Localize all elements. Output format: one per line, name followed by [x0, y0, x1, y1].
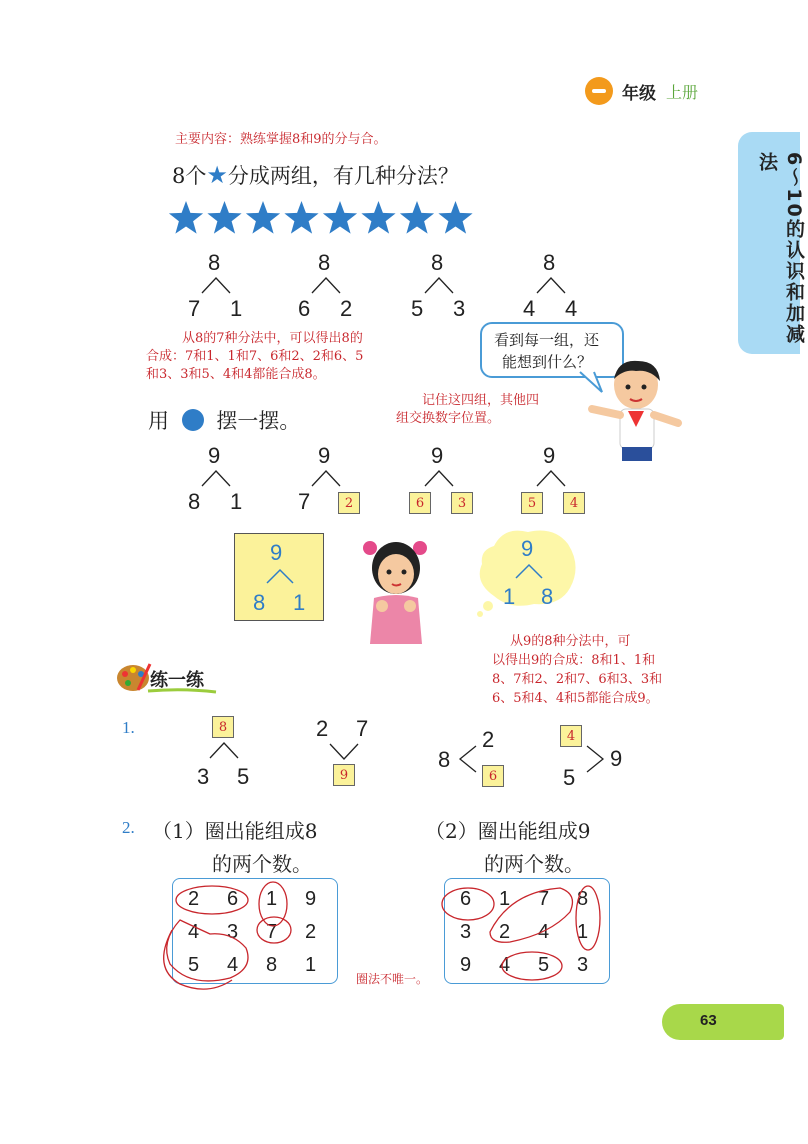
note-8-line: 和3、3和5、4和4都能合成8。 — [146, 367, 326, 382]
boy-illustration — [588, 355, 688, 463]
grid-number[interactable]: 1 — [577, 921, 589, 943]
grid-number[interactable]: 9 — [460, 954, 472, 976]
note-circle: 圈法不唯一。 — [356, 972, 429, 986]
split-total: 8 — [431, 250, 444, 275]
split-part: 6 — [298, 296, 311, 321]
grid-number[interactable]: 6 — [227, 888, 239, 910]
q1-a-right: 5 — [237, 764, 250, 789]
instruction-9 — [148, 405, 300, 435]
note-main: 主要内容：熟练掌握8和9的分与合。 — [175, 132, 387, 147]
answer-box[interactable]: 4 — [563, 492, 585, 514]
split-lines — [310, 276, 342, 294]
grid-number[interactable]: 2 — [188, 888, 200, 910]
answer-box[interactable]: 6 — [482, 765, 504, 787]
q2b-label: （2）圈出能组成9 — [425, 819, 591, 843]
split-part: 3 — [453, 296, 466, 321]
thought-9-right: 8 — [541, 584, 554, 609]
note-8-line: 从8的7种分法中，可以得出8的 — [182, 331, 363, 346]
question-8-prefix: 8个 — [172, 164, 207, 188]
note-9-line: 以得出9的合成：8和1、1和 — [492, 653, 656, 668]
q1-a-left: 3 — [197, 764, 210, 789]
split-lines — [265, 568, 295, 584]
star-icon — [246, 201, 280, 234]
grade-badge — [585, 77, 613, 105]
thought-9-top: 9 — [521, 536, 534, 561]
card-9 — [234, 533, 324, 621]
grid-number[interactable]: 5 — [188, 954, 200, 976]
grid-number[interactable]: 4 — [499, 954, 511, 976]
grid-number[interactable]: 8 — [266, 954, 278, 976]
note-8 — [146, 330, 363, 384]
palette-icon — [116, 660, 152, 694]
note-9-line: 8、7和2、2和7、6和3、3和 — [492, 672, 663, 687]
split-total: 9 — [318, 443, 331, 468]
answer-box[interactable]: 6 — [409, 492, 431, 514]
grid-number[interactable]: 1 — [266, 888, 278, 910]
q1-b-left: 2 — [316, 716, 329, 741]
split-part: 7 — [188, 296, 201, 321]
grid-number[interactable]: 7 — [538, 888, 550, 910]
volume-label: 上册 — [666, 83, 699, 102]
q1-label: 1. — [122, 718, 135, 737]
split-total: 9 — [431, 443, 444, 468]
star-icon: ★ — [206, 161, 228, 189]
grid-number[interactable]: 5 — [538, 954, 550, 976]
split-lines — [514, 563, 544, 579]
split-lines — [310, 469, 342, 487]
split-part: 2 — [340, 296, 353, 321]
answer-box[interactable]: 5 — [521, 492, 543, 514]
split-part: 4 — [565, 296, 578, 321]
answer-box[interactable]: 8 — [212, 716, 234, 738]
star-icon — [169, 201, 203, 234]
grid-number[interactable]: 2 — [305, 921, 317, 943]
grid-number[interactable]: 2 — [499, 921, 511, 943]
grid-number[interactable]: 7 — [266, 921, 278, 943]
card-9-right: 1 — [293, 590, 306, 615]
answer-box[interactable]: 4 — [560, 725, 582, 747]
q1-b-right: 7 — [356, 716, 369, 741]
note-9-line: 从9的8种分法中，可 — [510, 634, 631, 649]
practice-underline — [148, 688, 218, 694]
split-total: 8 — [543, 250, 556, 275]
page-number: 63 — [700, 1012, 717, 1029]
grid-number[interactable]: 4 — [188, 921, 200, 943]
q1-d-total: 9 — [610, 746, 623, 771]
star-icon — [361, 201, 395, 234]
note-8-line: 合成：7和1、1和7、6和2、2和6、5 — [146, 349, 364, 364]
split-part: 8 — [188, 489, 201, 514]
split-total: 8 — [208, 250, 221, 275]
chapter-tab — [738, 132, 805, 354]
note-9-line: 6、5和4、4和5都能合成9。 — [492, 691, 659, 706]
answer-box[interactable]: 9 — [333, 764, 355, 786]
chapter-title: 6～10的认识和加减法 — [756, 152, 805, 345]
split-total: 8 — [318, 250, 331, 275]
grid-number[interactable]: 3 — [577, 954, 589, 976]
grid-number[interactable]: 4 — [538, 921, 550, 943]
star-icon — [207, 201, 241, 234]
q1-c-total: 8 — [438, 747, 451, 772]
question-8 — [172, 160, 459, 190]
page-number-leaf — [662, 1004, 784, 1040]
split-lines — [456, 744, 478, 774]
merge-lines — [585, 744, 607, 774]
grid-number[interactable]: 1 — [305, 954, 317, 976]
star-icon — [400, 201, 434, 234]
split-lines — [423, 469, 455, 487]
split-part: 7 — [298, 489, 311, 514]
card-9-top: 9 — [270, 540, 283, 565]
split-part: 1 — [230, 296, 243, 321]
split-lines — [200, 469, 232, 487]
grid-number[interactable]: 1 — [499, 888, 511, 910]
instruction-9-prefix: 用 — [148, 409, 169, 433]
split-total: 9 — [543, 443, 556, 468]
q1-d-down: 5 — [563, 765, 576, 790]
grid-number[interactable]: 3 — [227, 921, 239, 943]
split-part: 1 — [230, 489, 243, 514]
q2-label: 2. — [122, 818, 135, 837]
card-9-left: 8 — [253, 590, 266, 615]
girl-illustration — [356, 532, 436, 660]
blue-circle-icon — [182, 409, 204, 431]
note-remember — [396, 392, 539, 428]
thought-9-left: 1 — [503, 584, 516, 609]
grade-label: 年级 — [622, 84, 656, 104]
split-lines — [208, 740, 240, 760]
grid-number[interactable]: 8 — [577, 888, 589, 910]
q2a-label2: 的两个数。 — [212, 852, 312, 876]
question-8-suffix: 分成两组，有几种分法？ — [227, 164, 459, 188]
q2a-label: （1）圈出能组成8 — [152, 819, 318, 843]
bubble-line: 看到每一组，还 — [494, 331, 600, 349]
split-lines — [200, 276, 232, 294]
grid-number[interactable]: 4 — [227, 954, 239, 976]
merge-lines — [328, 742, 360, 762]
bubble-line: 能想到什么？ — [502, 353, 593, 371]
split-lines — [423, 276, 455, 294]
split-lines — [535, 276, 567, 294]
note-remember-line: 组交换数字位置。 — [396, 411, 501, 426]
split-total: 9 — [208, 443, 221, 468]
answer-box[interactable]: 3 — [451, 492, 473, 514]
grid-number[interactable]: 9 — [305, 888, 317, 910]
note-remember-line: 记住这四组，其他四 — [422, 393, 540, 408]
split-part: 5 — [411, 296, 424, 321]
instruction-9-suffix: 摆一摆。 — [216, 409, 301, 433]
q1-c-up: 2 — [482, 727, 495, 752]
star-icon — [284, 201, 318, 234]
grid-number[interactable]: 3 — [460, 921, 472, 943]
star-icon — [323, 201, 357, 234]
practice-title: 练一练 — [150, 670, 204, 691]
split-part: 4 — [523, 296, 536, 321]
star-icon — [438, 201, 472, 234]
note-9 — [492, 632, 662, 708]
q2b-label2: 的两个数。 — [484, 852, 584, 876]
split-lines — [535, 469, 567, 487]
grid-number[interactable]: 6 — [460, 888, 472, 910]
star-row — [168, 198, 478, 238]
answer-box[interactable]: 2 — [338, 492, 360, 514]
